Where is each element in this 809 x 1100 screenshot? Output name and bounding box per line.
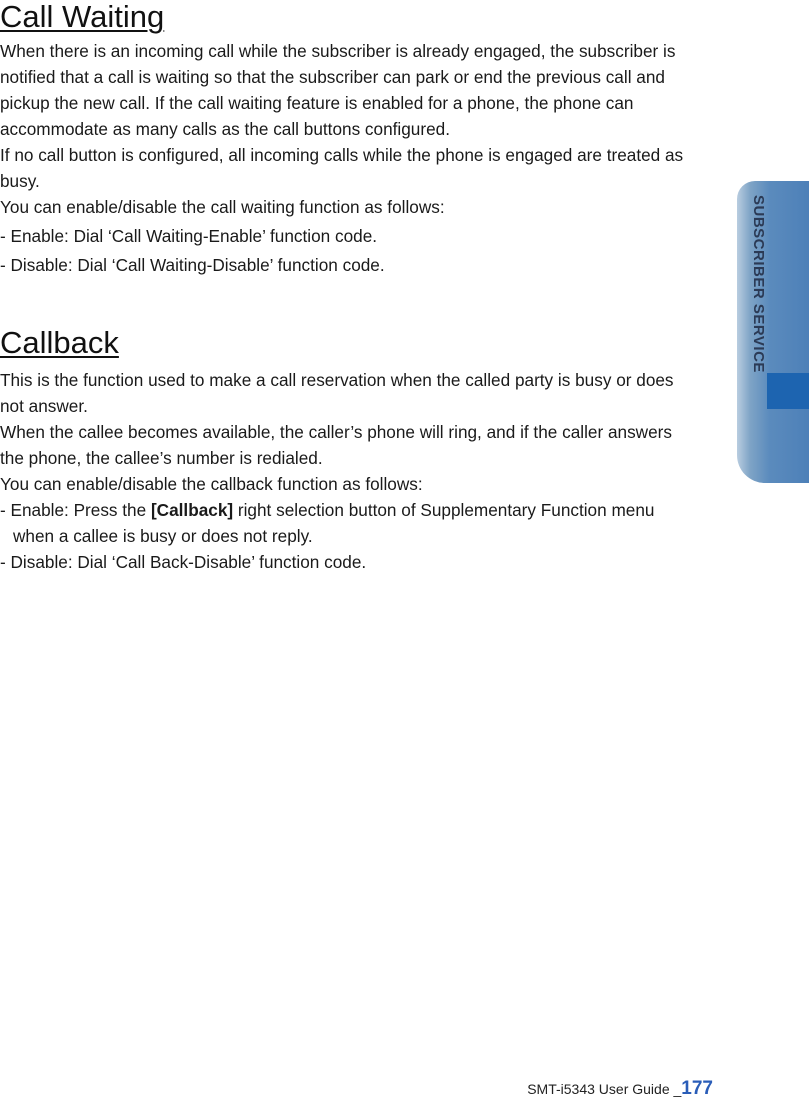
callback-enable-prefix: - Enable: Press the [0,500,151,520]
chapter-side-tab [737,181,809,483]
section-title-callback: Callback [0,325,119,360]
callback-paragraph-3: You can enable/disable the callback function as follows: [0,474,423,494]
side-tab-label: SUBSCRIBER SERVICE [750,195,767,373]
page-number: 177 [681,1078,713,1099]
callback-paragraph-1: This is the function used to make a call reservation when the called party is busy or does not answer. [0,370,674,416]
callback-paragraph-2: When the callee becomes available, the caller’s phone will ring, and if the caller answers the phone, the callee’s number is redialed. [0,422,672,468]
callback-enable-item [0,497,700,549]
callback-enable-suffix: right selection button of Supplementary Function menu when a callee is busy or does not reply. [13,500,655,546]
callback-section [0,326,700,575]
call-waiting-paragraph-2: If no call button is configured, all incoming calls while the phone is engaged are treated as busy. [0,145,684,191]
callback-disable-item: - Disable: Dial ‘Call Back-Disable’ function code. [0,552,367,572]
call-waiting-paragraph-3: You can enable/disable the call waiting function as follows: [0,197,445,217]
call-waiting-disable-item: - Disable: Dial ‘Call Waiting-Disable’ function code. [0,255,385,275]
side-tab-highlight [767,373,809,409]
section-title-call-waiting: Call Waiting [0,0,165,34]
footer-guide-title: SMT-i5343 User Guide _ [527,1081,682,1097]
page-footer [527,1078,713,1100]
call-waiting-section [0,0,700,278]
call-waiting-enable-item: - Enable: Dial ‘Call Waiting-Enable’ function code. [0,226,378,246]
call-waiting-paragraph-1: When there is an incoming call while the subscriber is already engaged, the subscriber is notified that a call is waiting so that the subscriber can park or end the previous call and pickup the new call. If the call waiting feature is enabled for a phone, the phone can accommodate as many calls as the call buttons configured. [0,41,676,139]
callback-button-label: [Callback] [150,500,234,520]
